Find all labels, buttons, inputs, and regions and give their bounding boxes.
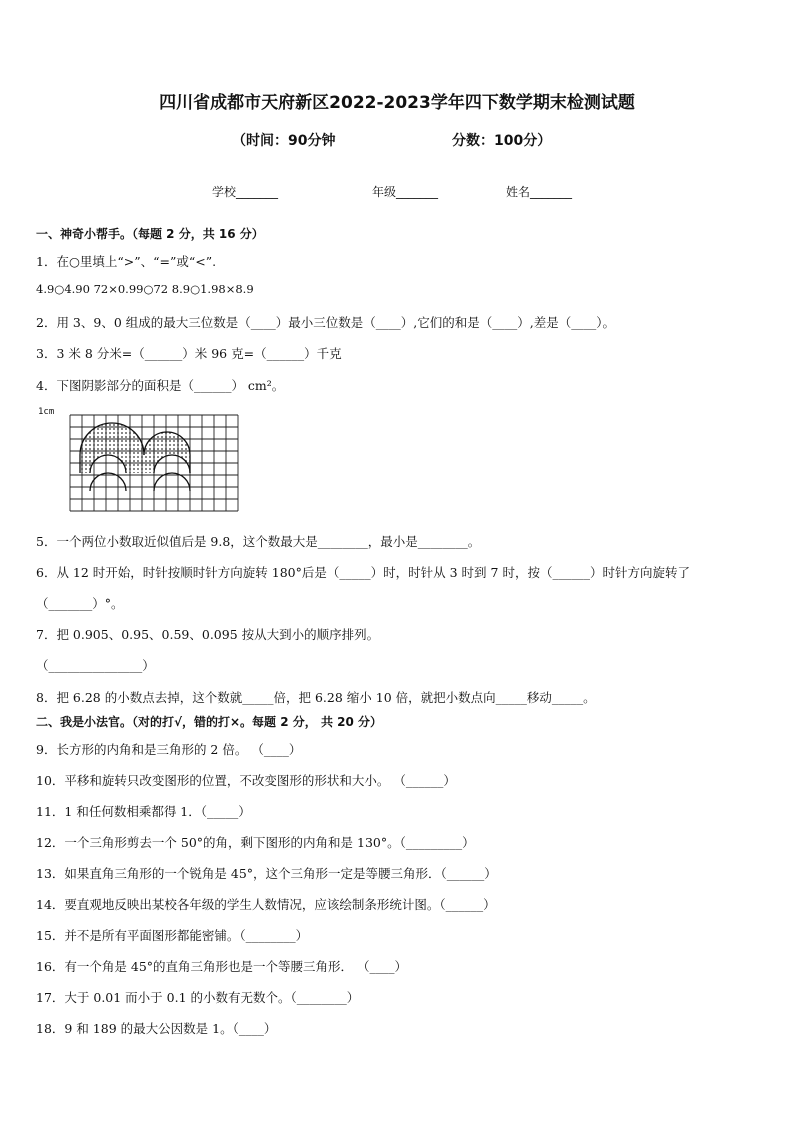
section-2-heading: 二、我是小法官。（对的打√，错的打×。每题 2 分， 共 20 分） (36, 715, 382, 729)
question-1: 1．在○里填上“>”、“=”或“<”. (36, 254, 217, 269)
exam-title: 四川省成都市天府新区2022-2023学年四下数学期末检测试题 (159, 93, 635, 113)
question-18: 18．9 和 189 的最大公因数是 1。（____） (36, 1021, 277, 1036)
question-6: 6．从 12 时开始，时针按顺时针方向旋转 180°后是（_____）时，时针从 3 时到 7 时，按（______）时针方向旋转了 (36, 565, 690, 580)
school-field: 学校_______ (212, 185, 279, 199)
question-4: 4．下图阴影部分的面积是（______） cm²。 (36, 378, 285, 393)
grid-unit-label: 1cm (38, 407, 55, 417)
question-12: 12．一个三角形剪去一个 50°的角，剩下图形的内角和是 130°。（_________） (36, 835, 475, 850)
name-field: 姓名_______ (506, 185, 573, 199)
question-5: 5．一个两位小数取近似值后是 9.8，这个数最大是________，最小是________。 (36, 534, 481, 549)
question-13: 13．如果直角三角形的一个锐角是 45°，这个三角形一定是等腰三角形．（______） (36, 866, 497, 881)
question-10: 10．平移和旋转只改变图形的位置，不改变图形的形状和大小。 （______） (36, 773, 456, 788)
section-1-heading: 一、神奇小帮手。（每题 2 分，共 16 分） (36, 227, 264, 241)
question-7: 7．把 0.905、0.95、0.59、0.095 按从大到小的顺序排列。 (36, 627, 380, 642)
question-16: 16．有一个角是 45°的直角三角形也是一个等腰三角形． （____） (36, 959, 408, 974)
question-14: 14．要直观地反映出某校各年级的学生人数情况，应该绘制条形统计图。（______） (36, 897, 496, 912)
question-9: 9．长方形的内角和是三角形的 2 倍。 （____） (36, 742, 302, 757)
question-2: 2．用 3、9、0 组成的最大三位数是（____）最小三位数是（____）,它们的和是（____）,差是（____）。 (36, 315, 615, 330)
grade-field: 年级_______ (372, 185, 439, 199)
question-15: 15．并不是所有平面图形都能密铺。（________） (36, 928, 309, 943)
question-7-blank: （_______________） (36, 658, 155, 673)
exam-time: （时间：90分钟 (232, 133, 336, 149)
question-6-continued: （_______）°。 (36, 596, 124, 611)
question-8: 8．把 6.28 的小数点去掉，这个数就_____倍，把 6.28 缩小 10 倍，就把小数点向_____移动_____。 (36, 690, 596, 705)
question-17: 17．大于 0.01 而小于 0.1 的小数有无数个。（________） (36, 990, 360, 1005)
exam-score: 分数：100分） (452, 133, 552, 149)
grid-svg (60, 411, 250, 519)
question-1-items: 4.9○4.90 72×0.99○72 8.9○1.98×8.9 (36, 282, 254, 296)
question-3: 3．3 米 8 分米=（______）米 96 克=（______）千克 (36, 346, 342, 361)
question-11: 11．1 和任何数相乘都得 1．（_____） (36, 804, 251, 819)
